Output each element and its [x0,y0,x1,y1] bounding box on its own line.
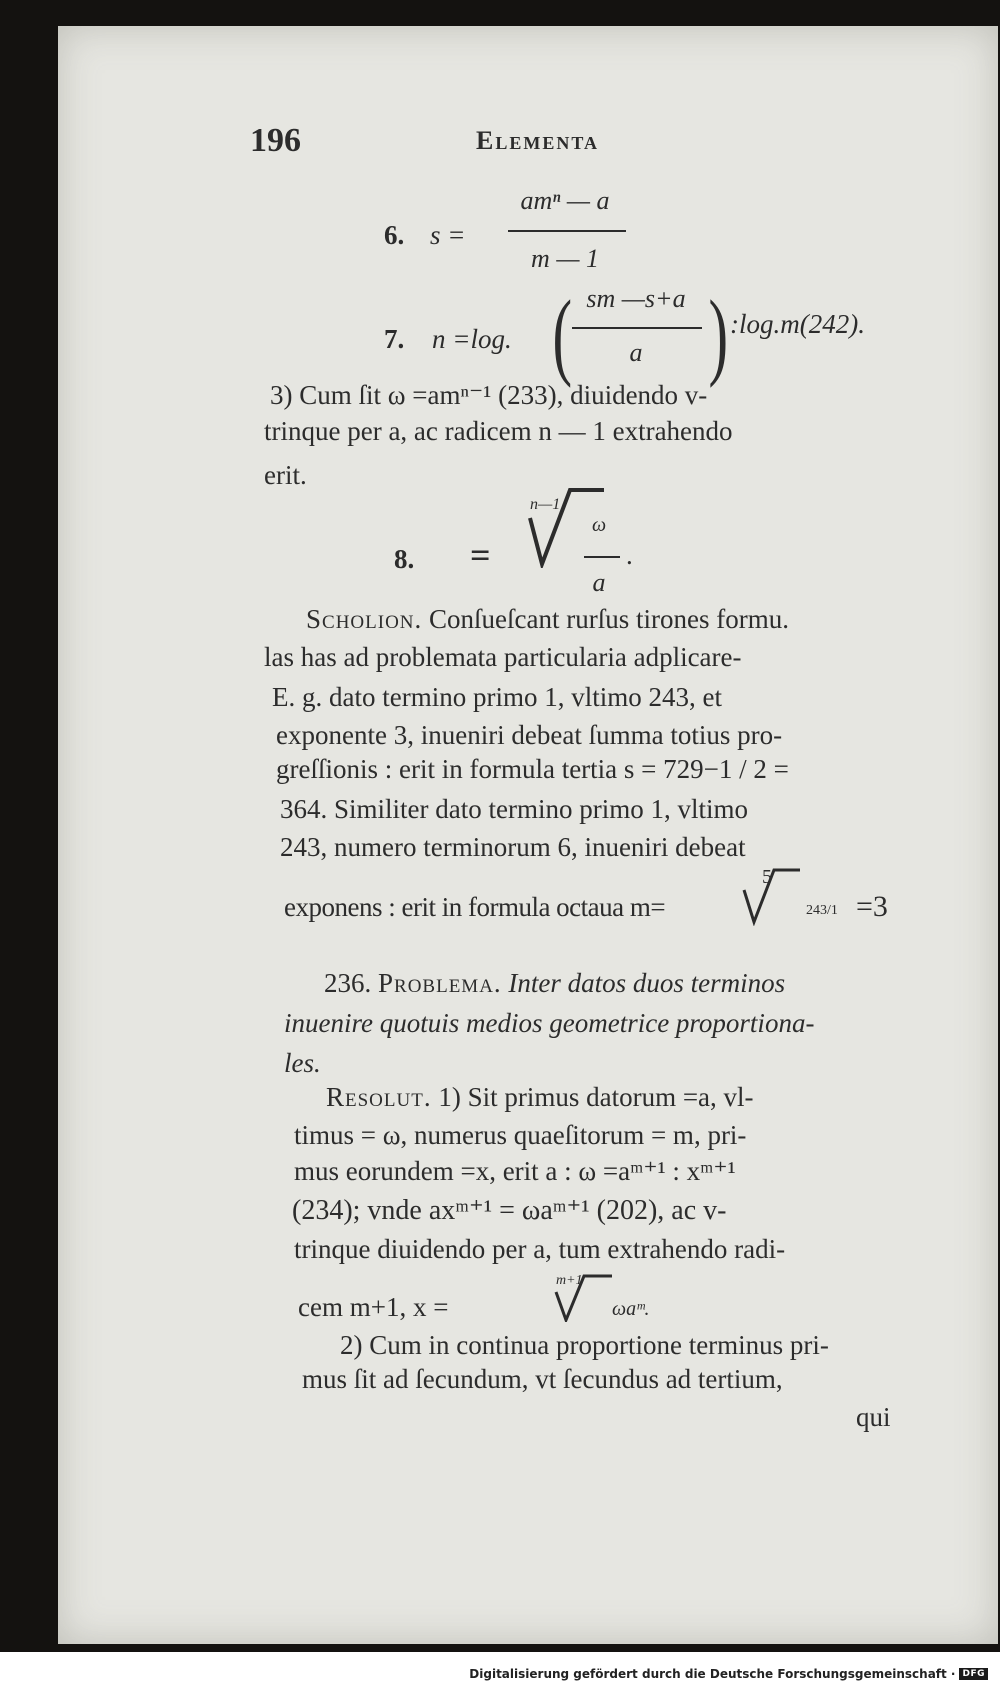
formula-8-equals: = [470,535,491,575]
formula-7-rhs: :log.m(242). [730,309,865,339]
formula-8-root-index: n—1 [530,496,561,513]
resolut-root-index: m+1 [556,1273,583,1288]
resolut-line-1-text: 1) Sit primus datorum =a, vl- [438,1082,754,1112]
para-2-line-2: mus ſit ad ſecundum, vt ſecundus ad tertium, [302,1364,783,1394]
scholion-line-1 [306,600,789,638]
problema-line-3: les. [284,1048,321,1078]
formula-7-right-paren: ) [708,281,729,389]
catchword: qui [856,1402,891,1432]
formula-7-fraction-bar [572,327,702,329]
problema-number: 236. [324,968,372,998]
formula-8-label: 8. [394,544,415,574]
formula-8-period: . [626,540,633,570]
credit-text: Digitalisierung gefördert durch die Deutsche Forschungsgemeinschaft · [469,1667,956,1681]
scholion-line-2: las has ad problemata particularia adplicare- [264,642,742,672]
problema-line-2: inuenire quotuis medios geometrice proportiona- [284,1008,815,1038]
problema-label: Problema. [378,968,502,998]
scholion-root-result: =3 [856,890,888,923]
resolut-line-6: cem m+1, x = [298,1292,449,1322]
scholion-root-index: 5 [762,866,772,888]
resolut-radical-icon [554,1274,614,1322]
running-title: Elementa [476,126,600,155]
scholion-line-7: 243, numero terminorum 6, inueniri debeat [280,832,746,862]
digitization-credit [469,1667,988,1681]
scholion-line-6: 364. Similiter dato termino primo 1, vltimo [280,794,748,824]
resolut-line-3: mus eorundem =x, erit a : ω =aᵐ⁺¹ : xᵐ⁺¹ [294,1156,736,1186]
formula-6-numerator: amⁿ — a [520,186,610,215]
para-3-line-2: trinque per a, ac radicem n — 1 extrahendo [264,416,733,446]
resolut-line-5: trinque diuidendo per a, tum extrahendo radi- [294,1234,786,1264]
formula-8-numerator: ω [591,514,607,536]
resolut-line-1 [326,1078,754,1116]
dfg-logo: DFG [959,1668,988,1680]
scholion-line-5: greſſionis : erit in formula tertia s = 729−1 / 2 = [276,754,789,784]
para-3-line-1: 3) Cum ſit ω =amⁿ⁻¹ (233), diuidendo v- [270,380,708,410]
formula-7-denominator: a [629,338,643,367]
para-3-line-3: erit. [264,460,307,490]
resolut-line-2: timus = ω, numerus quaeſitorum = m, pri- [294,1120,747,1150]
problema-line-1 [324,964,785,1002]
formula-6-label: 6. [384,220,405,250]
scholion-label: Scholion. [306,604,423,634]
formula-7-lhs: n =log. [432,324,512,354]
formula-7-numerator: sm —s+a [586,284,686,313]
resolut-root-argument: ωaᵐ. [612,1298,650,1320]
scholion-root-argument: 243/1 [806,903,838,918]
scholion-line-8: exponens : erit in formula octaua m= [284,892,666,922]
scholion-line-4: exponente 3, inueniri debeat ſumma totius pro- [276,720,783,750]
formula-6-denominator: m — 1 [531,244,599,273]
formula-6-fraction-bar [508,230,626,232]
formula-7-left-paren: ( [552,281,573,389]
resolut-line-4: (234); vnde axᵐ⁺¹ = ωaᵐ⁺¹ (202), ac v- [292,1195,727,1226]
scholion-line-1-text: Conſueſcant rurſus tirones formu. [429,604,789,634]
formula-7-label: 7. [384,324,405,354]
resolut-label: Resolut. [326,1082,432,1112]
formula-6-lhs: s = [430,220,466,250]
page-number: 196 [250,122,301,159]
scholion-radical-icon [742,868,802,926]
problema-line-1-text: Inter datos duos terminos [508,968,786,998]
formula-8-denominator: a [592,568,606,597]
scholion-line-3: E. g. dato termino primo 1, vltimo 243, et [272,682,722,712]
formula-8-fraction-bar [584,556,620,558]
para-2-line-1: 2) Cum in continua proportione terminus pri- [340,1330,829,1360]
